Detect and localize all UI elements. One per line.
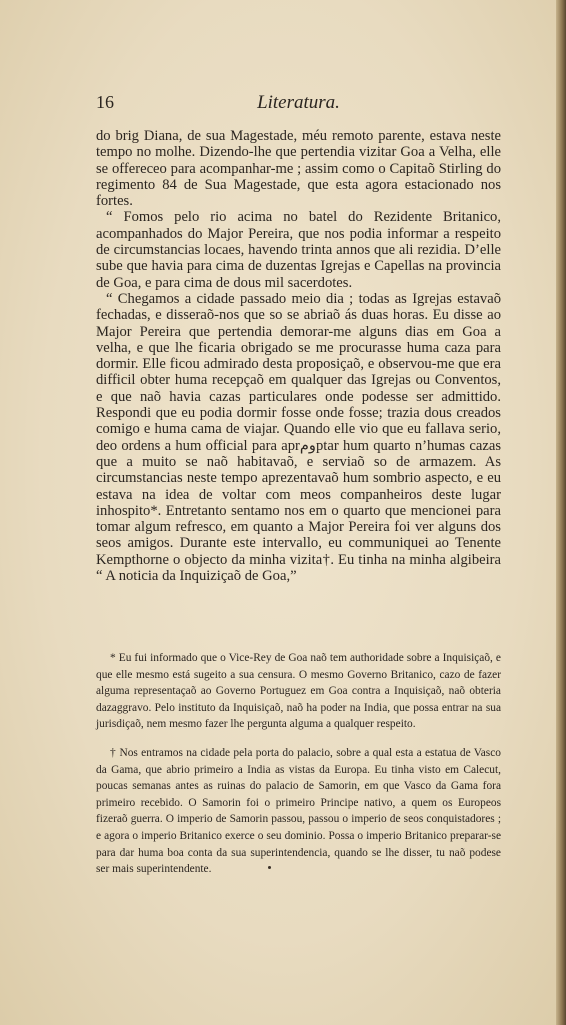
running-head: Literatura. — [257, 92, 340, 113]
paragraph-continued: do brig Diana, de sua Magestade, méu remoto parente, estava neste tempo no molhe. Dizendo-lhe que pertendia vizitar Goa a Velha, elle se offereceo para acompanhar-me ; assim como o Capitaõ Stirling do regimento 84 de Sua Magestade, que esta agora estacionado nos fortes. — [96, 128, 501, 210]
footnote-asterisk: * Eu fui informado que o Vice-Rey de Goa naõ tem authoridade sobre a Inquisiçaõ, e que elle mesmo está sugeito a sua censura. O mesmo Governo Britanico, cazo de fazer alguma representaçaõ ao Governo Portuguez em Goa contra a Inquisiçaõ, naõ obteria dazaggravo. Pelo instituto da Inquisiçaõ, naõ ha poder na India, que possa entrar na sua jurisdiçaõ, nem mesmo fazer lhe pergunta alguma a qualquer respeito. — [96, 652, 501, 731]
paragraph: “ Fomos pelo rio acima no batel do Rezidente Britanico, acompanhados do Major Pereira, que nos podia informar a respeito de circumstancias locaes, havendo trinta annos que ali rezidia. D’elle sube que havia para cima de duzentas Igrejas e Capellas na provincia de Goa, e para cima de dous mil sacerdotes. — [96, 209, 501, 291]
main-text — [96, 128, 501, 584]
footnotes — [96, 650, 501, 890]
footnote-dagger: † Nos entramos na cidade pela porta do palacio, sobre a qual esta a estatua de Vasco da Gama, que abrio primeiro a India as vistas da Europa. Eu tinha visto em Calecut, poucas semanas antes as ruinas do palacio de Samorin, em que Vasco da Gama fora primeiro recebido. O Samorin foi o primeiro Principe nativo, a quem os Europeos fizeraõ guerra. O imperio de Samorin passou, passou o imperio de seos conquistadores ; e agora o imperio Britanico exerce o seu dominio. Possa o imperio Britanico preparar-se para dar huma boa conta da sua superintendencia, quando se lhe disser, tu naõ podese ser mais superintendente. — [96, 746, 501, 876]
paragraph: “ Chegamos a cidade passado meio dia ; todas as Igrejas estavaõ fechadas, e disseraõ-nos que so se abriaõ ás duas horas. Eu disse ao Major Pereira que pertendia demorar-me alguns dias em Goa a velha, e que lhe ficaria obrigado se me procurasse huma caza para dormir. Elle ficou admirado desta proposiçaõ, e observou-me que era difficil obter huma recepçaõ em qualquer das Igrejas ou Conventos, e que naõ havia cazas particulares onde podesse ser admittido. Respondi que eu podia dormir fosse onde fosse; trazia dous creados comigo e huma cama de viajar. Quando elle vio que eu fallava serio, deo ordens a hum official para aprومptar hum quarto n’humas cazas que a muito se naõ habitavaõ, e serviaõ so de armazem. As circumstancias neste tempo aprezentavaõ hum sombrio aspecto, e eu estava na idea de voltar com meos companheiros deste lugar inhospito*. Entretanto sentamo nos em o quarto que mencionei para tomar algum refresco, em quanto a Major Pereira foi ver alguns dos seos amigos. Durante este intervallo, eu communiquei ao Tenente Kempthorne o objecto da minha vizita†. Eu tinha na minha algibeira “ A noticia da Inquiziçaõ de Goa,” — [96, 290, 501, 585]
book-spine-edge — [556, 0, 566, 1025]
page-header — [96, 92, 501, 116]
ink-mark — [268, 866, 271, 869]
page-number: 16 — [96, 92, 114, 112]
